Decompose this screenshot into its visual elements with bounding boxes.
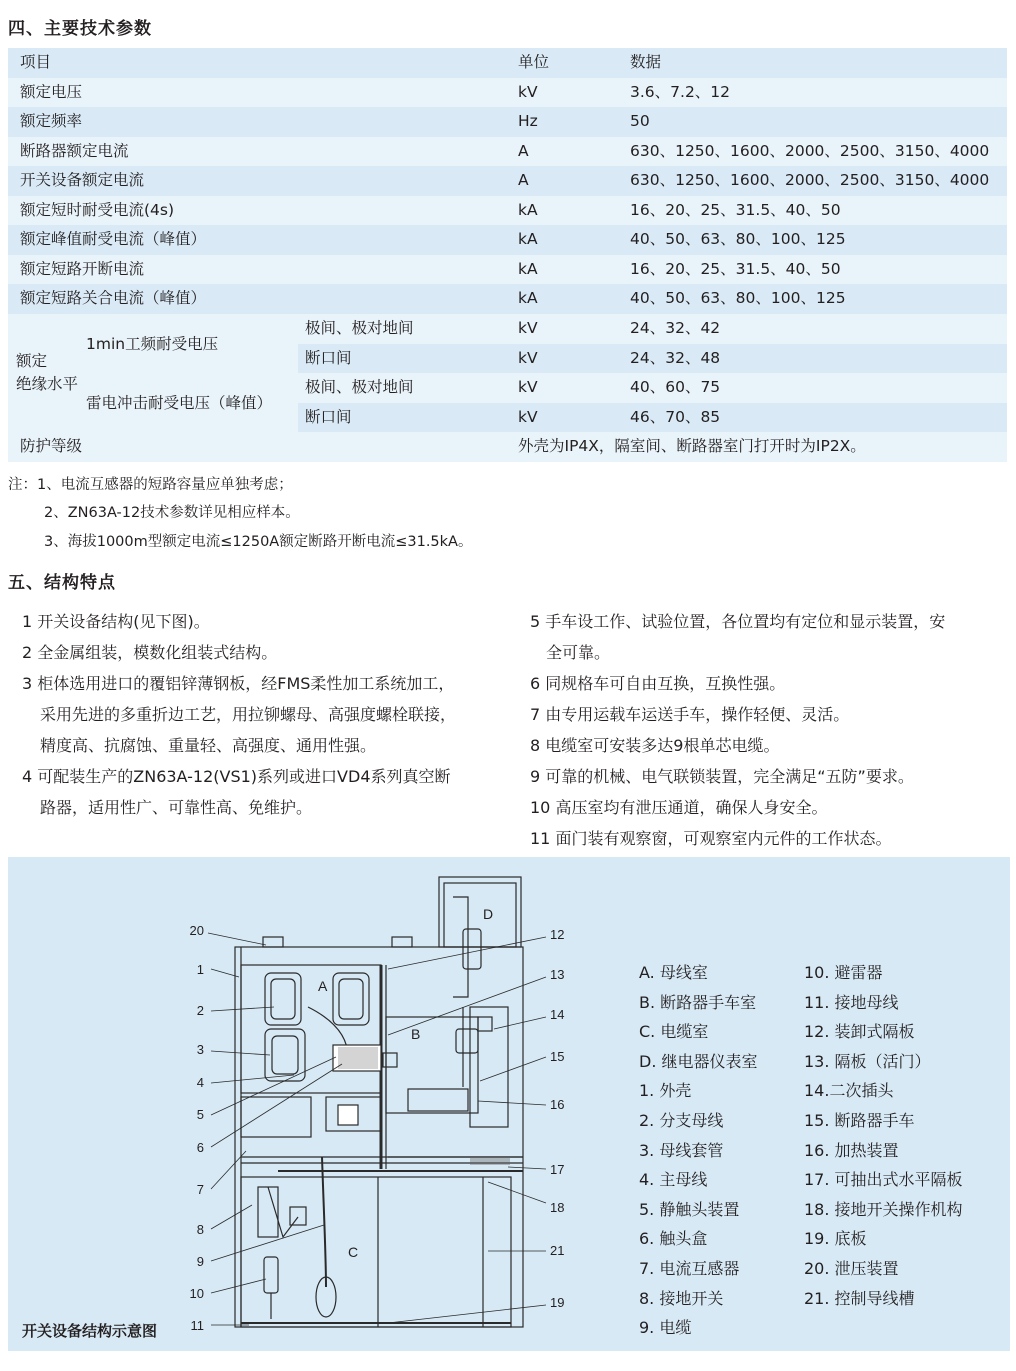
row-unit: kA (518, 289, 538, 307)
table-row-protection (8, 432, 1007, 462)
row-item: 额定频率 (20, 112, 83, 130)
header-data: 数据 (630, 53, 662, 71)
legend-right-column (804, 958, 963, 1313)
legend-item: B. 断路器手车室 (639, 992, 757, 1012)
subrow-unit: kV (518, 348, 538, 367)
subrow-data: 40、60、75 (630, 378, 721, 396)
legend-item: 17. 可抽出式水平隔板 (804, 1170, 963, 1190)
table-row (8, 225, 1007, 255)
legend-item: 16. 加热装置 (804, 1140, 899, 1160)
feature-line: 6 同规格车可自由互换，互换性强。 (530, 674, 786, 693)
feature-line: 1 开关设备结构(见下图)。 (22, 612, 210, 631)
legend-item: C. 电缆室 (639, 1022, 709, 1042)
compartment-label-d: D (483, 906, 494, 922)
row-item: 额定短路关合电流（峰值） (20, 289, 207, 307)
feature-line: 9 可靠的机械、电气联锁装置，完全满足“五防”要求。 (530, 767, 914, 786)
row-data: 50 (630, 112, 650, 130)
legend-item: 7. 电流互感器 (639, 1258, 740, 1278)
row-data: 16、20、25、31.5、40、50 (630, 200, 841, 219)
table-header-row (8, 48, 1007, 78)
callout-1: 1 (196, 962, 204, 977)
subrow-unit: kV (518, 378, 538, 396)
callout-15: 15 (550, 1049, 565, 1064)
subrow-position: 极间、极对地间 (305, 319, 414, 337)
table-row (8, 107, 1007, 137)
legend-item: 2. 分支母线 (639, 1110, 724, 1130)
callout-18: 18 (550, 1200, 565, 1215)
row-unit: kA (518, 259, 538, 278)
legend-item: 20. 泄压装置 (804, 1258, 899, 1278)
row-data: 630、1250、1600、2000、2500、3150、4000 (630, 171, 990, 189)
busbar-compartment-outline (241, 965, 381, 1093)
insulation-group-power-frequency: 1min工频耐受电压 (86, 335, 219, 353)
insulation-subrow (298, 344, 1007, 374)
feature-line: 精度高、抗腐蚀、重量轻、高强度、通用性强。 (40, 736, 377, 755)
section-title-technical-parameters: 四、主要技术参数 (8, 19, 152, 39)
legend-item: 21. 控制导线槽 (804, 1288, 915, 1308)
legend-item: 4. 主母线 (639, 1170, 708, 1190)
legend-item: A. 母线室 (639, 963, 708, 982)
legend-item: 14.二次插头 (804, 1081, 894, 1101)
legend-item: 12. 装卸式隔板 (804, 1022, 915, 1042)
section-title-structure-features: 五、结构特点 (8, 573, 116, 593)
note-2: 2、ZN63A-12技术参数详见相应样本。 (44, 505, 300, 521)
callout-5: 5 (196, 1107, 204, 1122)
row-item: 开关设备额定电流 (20, 171, 145, 189)
compartment-label-b: B (411, 1026, 421, 1042)
insulation-subrow (298, 403, 1007, 433)
insulation-label-line1: 额定 (16, 352, 48, 370)
row-unit: A (518, 171, 529, 189)
legend-item: 6. 触头盒 (639, 1229, 708, 1249)
legend-item: 3. 母线套管 (639, 1140, 724, 1160)
row-unit: kA (518, 230, 538, 248)
row-data: 3.6、7.2、12 (630, 82, 731, 101)
legend-left-column (639, 958, 758, 1343)
callout-2: 2 (196, 1003, 204, 1018)
callout-13: 13 (550, 967, 565, 982)
row-item: 额定电压 (20, 82, 83, 101)
row-data: 630、1250、1600、2000、2500、3150、4000 (630, 141, 990, 160)
callout-19: 19 (550, 1295, 565, 1310)
relay-compartment-outline (439, 877, 521, 947)
compartment-label-c: C (348, 1244, 359, 1260)
callout-11: 11 (190, 1318, 204, 1333)
feature-line: 4 可配装生产的ZN63A-12(VS1)系列或进口VD4系列真空断 (22, 767, 451, 786)
table-row (8, 137, 1007, 167)
legend-item: 5. 静触头装置 (639, 1199, 740, 1219)
callout-4: 4 (196, 1075, 204, 1090)
note-3: 3、海拔1000m型额定电流≤1250A额定断路开断电流≤31.5kA。 (44, 534, 473, 550)
legend-item: 19. 底板 (804, 1229, 867, 1249)
subrow-position: 断口间 (305, 348, 352, 367)
row-unit: A (518, 141, 529, 160)
callout-7: 7 (196, 1182, 204, 1197)
legend-item: 8. 接地开关 (639, 1288, 724, 1308)
feature-line: 2 全金属组装，模数化组装式结构。 (22, 643, 278, 662)
subrow-data: 24、32、48 (630, 348, 721, 367)
insulation-label-line2: 绝缘水平 (16, 375, 79, 393)
header-unit: 单位 (518, 53, 550, 71)
callout-16: 16 (550, 1097, 565, 1112)
feature-line: 5 手车设工作、试验位置，各位置均有定位和显示装置，安 (530, 612, 946, 631)
row-item: 额定峰值耐受电流（峰值） (20, 230, 207, 248)
legend-item: 9. 电缆 (639, 1318, 692, 1338)
row-unit: Hz (518, 112, 538, 130)
insulation-group-lightning-impulse: 雷电冲击耐受电压（峰值） (86, 394, 273, 412)
row-data: 外壳为IP4X，隔室间、断路器室门打开时为IP2X。 (518, 437, 866, 455)
legend-item: 13. 隔板（活门） (804, 1051, 931, 1071)
feature-line: 路器，适用性广、可靠性高、免维护。 (40, 798, 313, 817)
subrow-data: 46、70、85 (630, 407, 721, 426)
table-row (8, 255, 1007, 285)
compartment-label-a: A (318, 978, 328, 994)
note-1: 注：1、电流互感器的短路容量应单独考虑； (8, 477, 293, 493)
callout-8: 8 (196, 1222, 204, 1237)
callout-3: 3 (196, 1042, 204, 1057)
subrow-data: 24、32、42 (630, 319, 721, 337)
legend-item: 15. 断路器手车 (804, 1110, 915, 1130)
row-item: 断路器额定电流 (20, 141, 129, 160)
callout-12: 12 (550, 927, 565, 942)
legend-item: 18. 接地开关操作机构 (804, 1199, 963, 1219)
row-data: 40、50、63、80、100、125 (630, 230, 846, 248)
table-row (8, 166, 1007, 196)
diagram-caption: 开关设备结构示意图 (22, 1322, 158, 1340)
features-left-column (22, 606, 456, 823)
callout-14: 14 (550, 1007, 565, 1022)
table-row (8, 196, 1007, 226)
row-data: 16、20、25、31.5、40、50 (630, 259, 841, 278)
row-item: 额定短时耐受电流(4s) (20, 200, 175, 219)
feature-line: 采用先进的多重折边工艺，用拉铆螺母、高强度螺栓联接， (40, 705, 457, 724)
feature-line: 8 电缆室可安装多达9根单芯电缆。 (530, 736, 780, 755)
feature-line: 3 柜体选用进口的覆铝锌薄钢板，经FMS柔性加工系统加工， (22, 674, 455, 693)
table-row (8, 284, 1007, 314)
callout-6: 6 (196, 1140, 204, 1155)
feature-line: 11 面门装有观察窗，可观察室内元件的工作状态。 (530, 829, 892, 848)
table-row (8, 78, 1007, 108)
subrow-unit: kV (518, 407, 538, 426)
feature-line: 全可靠。 (546, 643, 611, 662)
callout-20: 20 (189, 923, 204, 938)
legend-item: 11. 接地母线 (804, 992, 899, 1012)
row-item: 防护等级 (20, 437, 83, 455)
callout-10: 10 (189, 1286, 204, 1301)
legend-item: 1. 外壳 (639, 1081, 692, 1101)
subrow-position: 断口间 (305, 407, 352, 426)
insulation-level-block (8, 314, 1007, 432)
row-unit: kA (518, 200, 538, 219)
row-data: 40、50、63、80、100、125 (630, 289, 846, 307)
legend-item: D. 继电器仪表室 (639, 1051, 758, 1071)
callout-9: 9 (196, 1254, 204, 1269)
feature-line: 10 高压室均有泄压通道，确保人身安全。 (530, 798, 828, 817)
row-unit: kV (518, 82, 538, 101)
switchgear-diagram-panel (8, 857, 1010, 1351)
features-right-column (530, 606, 945, 854)
feature-line: 7 由专用运载车运送手车，操作轻便、灵活。 (530, 705, 850, 724)
subrow-position: 极间、极对地间 (305, 378, 414, 396)
legend-item: 10. 避雷器 (804, 963, 883, 982)
callout-21: 21 (550, 1243, 565, 1258)
subrow-unit: kV (518, 319, 538, 337)
header-item: 项目 (20, 53, 52, 71)
row-item: 额定短路开断电流 (20, 259, 145, 278)
cable-compartment-outline (241, 1177, 511, 1327)
callout-17: 17 (550, 1162, 565, 1177)
